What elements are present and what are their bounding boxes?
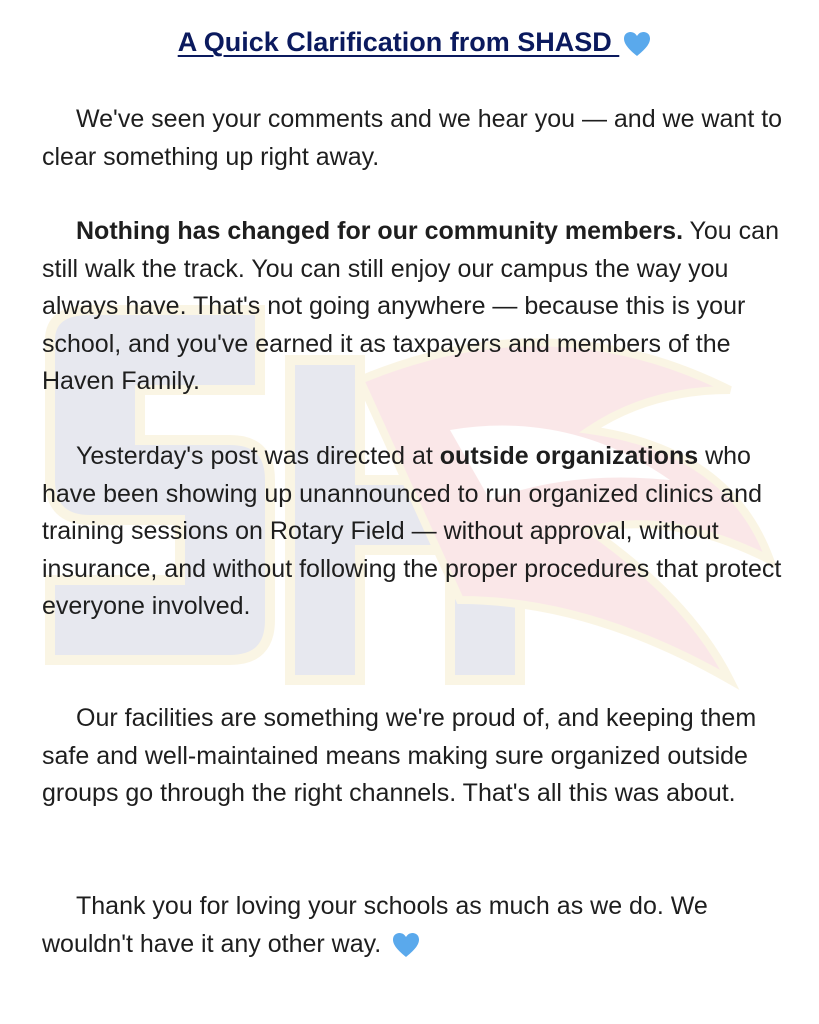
paragraph-community-text: You can still walk the track. You can still enjoy our campus the way you always have. That's not going anywhere — because this is your school, and you've earned it as taxpayers and members of the Haven Family. <box>42 217 779 396</box>
blue-heart-icon <box>623 31 651 57</box>
paragraph-facilities-text: Our facilities are something we're proud of, and keeping them safe and well-maintained means making sure organized outside groups go through the right channels. That's all this was about. <box>42 704 757 808</box>
post-content <box>42 0 787 958</box>
paragraph-community <box>42 213 787 401</box>
paragraph-thank-you <box>42 888 787 963</box>
blue-heart-icon <box>392 932 420 958</box>
paragraph-intro <box>42 101 787 176</box>
community-statement-bold: Nothing has changed for our community members. <box>76 217 684 245</box>
paragraph-outside-organizations <box>42 438 787 626</box>
paragraph-thank-you-text: Thank you for loving your schools as much as we do. We wouldn't have it any other way. <box>42 892 708 958</box>
paragraph-outside-text: who have been showing up unannounced to run organized clinics and training sessions on Rotary Field — without approval, without insurance, and without following the proper procedures that protect everyone involved. <box>42 442 782 621</box>
paragraph-outside-start: Yesterday's post was directed at <box>76 442 440 470</box>
paragraph-intro-text: We've seen your comments and we hear you — and we want to clear something up right away. <box>42 105 783 171</box>
title-text: A Quick Clarification from SHASD <box>177 27 620 57</box>
paragraph-facilities <box>42 700 787 813</box>
post-title <box>42 24 787 60</box>
outside-organizations-bold: outside organizations <box>439 442 699 470</box>
